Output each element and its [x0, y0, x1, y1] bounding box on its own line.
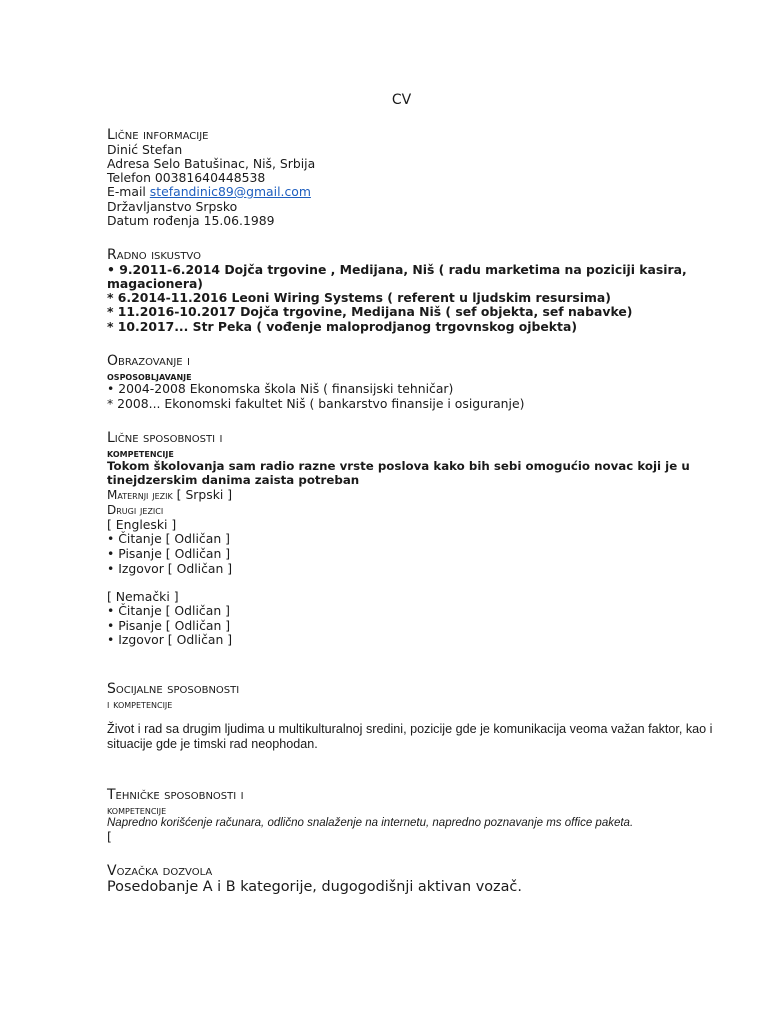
language-skill: • Izgovor [ Odličan ]: [107, 561, 233, 576]
experience-item: * 6.2014-11.2016 Leoni Wiring Systems ( referent u ljudskim resursima): [107, 290, 611, 305]
address: Adresa Selo Batušinac, Niš, Srbija: [107, 156, 316, 171]
experience-item: magacionera): [107, 276, 203, 291]
citizenship: Državljanstvo Srpsko: [107, 199, 238, 214]
experience-item: * 10.2017... Str Peka ( vođenje maloprodjanog trgovnskog ojbekta): [107, 319, 577, 334]
social-text: Život i rad sa drugim ljudima u multikulturalnoj sredini, pozicije gde je komunikacija veoma važan faktor, kao i: [107, 722, 713, 736]
skills-subheading: kompetencije: [107, 446, 174, 460]
technical-subheading: kompetencije: [107, 803, 167, 817]
education-item: • 2004-2008 Ekonomska škola Niš ( finansijski tehničar): [107, 381, 454, 396]
driving-text: Posedobanje A i B kategorije, dugogodišnji aktivan vozač.: [107, 879, 522, 895]
mother-tongue-value: [ Srpski ]: [172, 487, 233, 502]
email-link[interactable]: stefandinic89@gmail.com: [149, 184, 311, 199]
technical-bracket: [: [107, 829, 112, 844]
social-text: situacije gde je timski rad neophodan.: [107, 737, 318, 751]
language-skill: • Čitanje [ Odličan ]: [107, 603, 230, 618]
document-title: CV: [391, 92, 412, 108]
social-heading: Socijalne sposobnosti: [107, 681, 240, 697]
education-subheading: osposobljavanje: [107, 369, 192, 383]
education-item: * 2008... Ekonomski fakultet Niš ( bankarstvo finansije i osiguranje): [107, 396, 525, 411]
skills-summary: Tokom školovanja sam radio razne vrste poslova kako bih sebi omogućio novac koji je u: [107, 459, 690, 473]
birthdate: Datum rođenja 15.06.1989: [107, 213, 275, 228]
language-skill: • Pisanje [ Odličan ]: [107, 546, 231, 561]
language-skill: • Čitanje [ Odličan ]: [107, 531, 230, 546]
mother-tongue-label: Maternji jezik: [107, 488, 173, 502]
language-name: [ Nemački ]: [107, 589, 179, 604]
email-label: E-mail: [107, 184, 150, 199]
technical-heading: Tehničke sposobnosti i: [107, 787, 244, 803]
personal-info-heading: Lične informacije: [107, 127, 209, 143]
phone: Telefon 00381640448538: [107, 170, 266, 185]
education-heading: Obrazovanje i: [107, 353, 190, 369]
mother-tongue-row: [107, 488, 232, 503]
experience-item: * 11.2016-10.2017 Dojča trgovine, Medijana Niš ( sef objekta, sef nabavke): [107, 304, 633, 319]
other-languages-label: Drugi jezici: [107, 503, 164, 517]
technical-text: Napredno korišćenje računara, odlično snalaženje na internetu, napredno poznavanje ms office paketa.: [107, 817, 634, 829]
skills-heading: Lične sposobnosti i: [107, 430, 223, 446]
social-subheading: i kompetencije: [107, 697, 173, 711]
full-name: Dinić Stefan: [107, 142, 183, 157]
language-name: [ Engleski ]: [107, 517, 177, 532]
experience-heading: Radno iskustvo: [107, 247, 201, 263]
driving-heading: Vozačka dozvola: [107, 863, 213, 879]
language-skill: • Izgovor [ Odličan ]: [107, 632, 233, 647]
skills-summary: tinejdzerskim danima zaista potreban: [107, 473, 360, 487]
experience-item: • 9.2011-6.2014 Dojča trgovine , Medijana, Niš ( radu marketima na poziciji kasira,: [107, 262, 687, 277]
language-skill: • Pisanje [ Odličan ]: [107, 618, 231, 633]
email-row: [107, 185, 311, 200]
